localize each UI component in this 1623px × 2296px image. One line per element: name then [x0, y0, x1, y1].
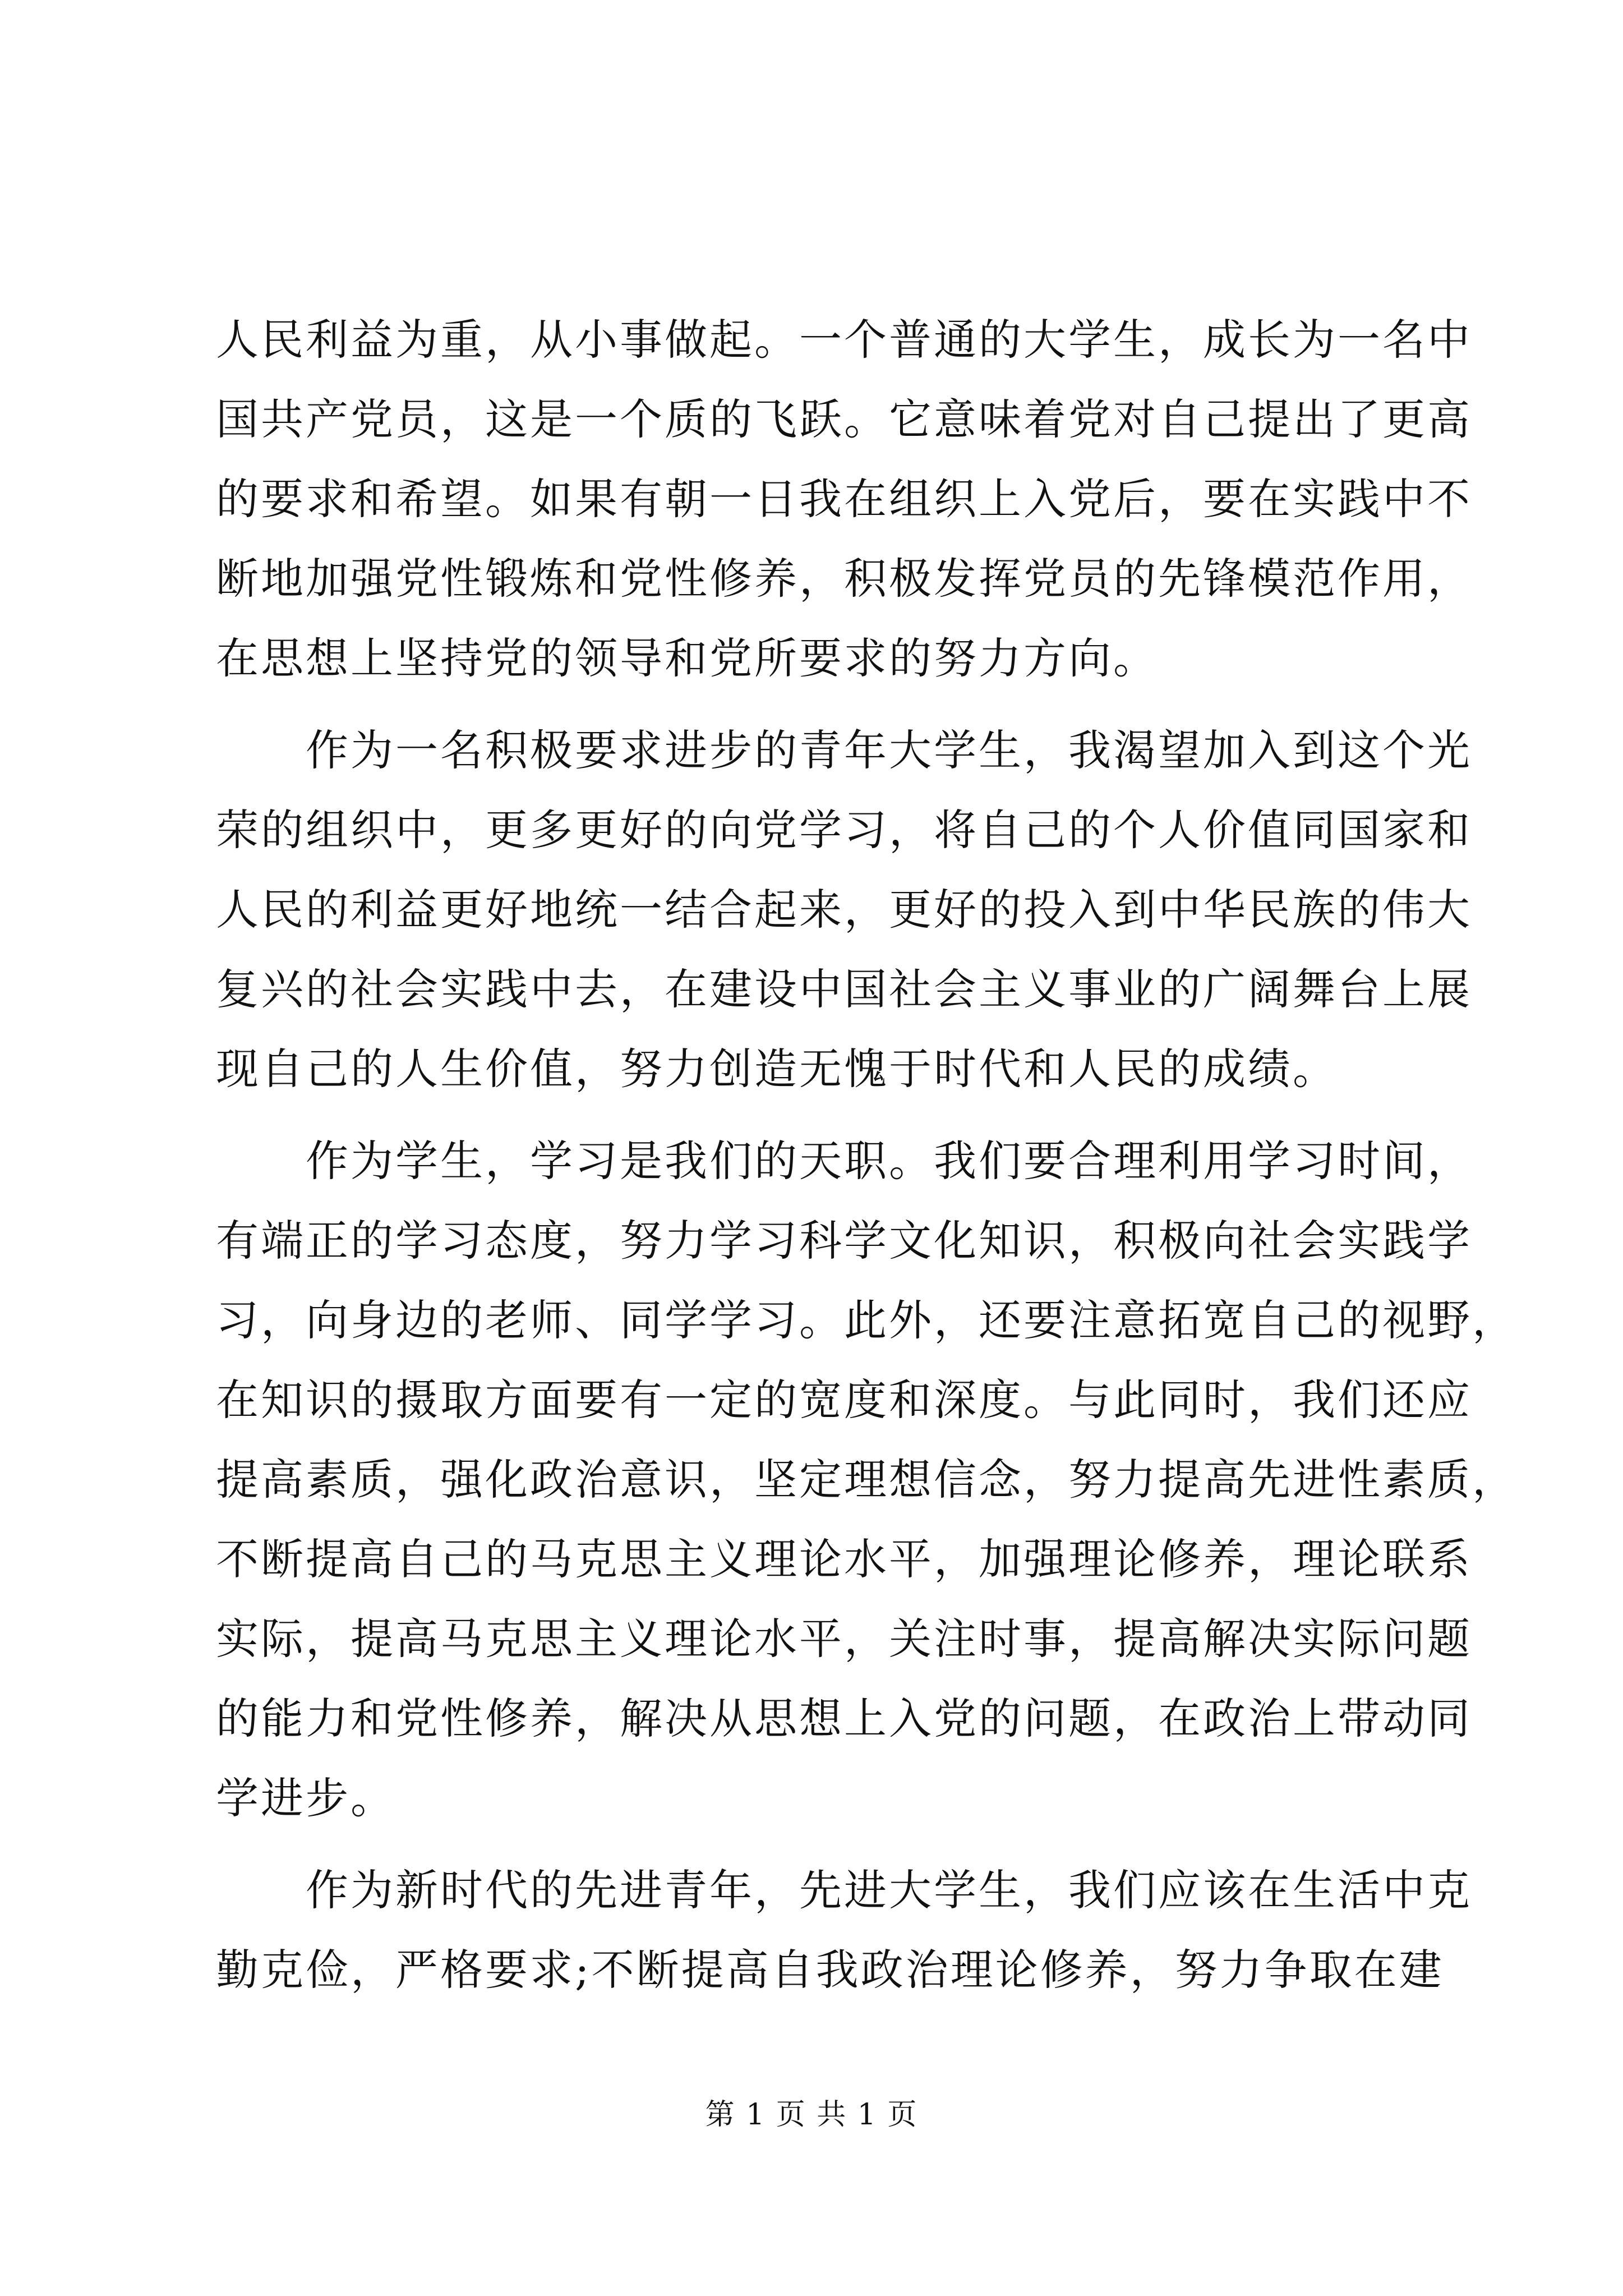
paragraph — [216, 1851, 1472, 2010]
text-line: 学进步。 — [216, 1773, 395, 1823]
text-line: 的能力和党性修养，解决从思想上入党的问题，在政治上带动同 — [216, 1694, 1472, 1743]
text-line: 作为新时代的先进青年，先进大学生，我们应该在生活中克 — [306, 1865, 1472, 1915]
paragraph — [216, 711, 1472, 1109]
page-footer — [0, 2095, 1623, 2134]
text-line: 实际，提高马克思主义理论水平，关注时事，提高解决实际问题 — [216, 1614, 1472, 1664]
text-line: 在思想上坚持党的领导和党所要求的努力方向。 — [216, 633, 1158, 683]
text-line: 习，向身边的老师、同学学习。此外，还要注意拓宽自己的视野， — [216, 1295, 1517, 1345]
paragraph — [216, 300, 1472, 698]
text-line: 不断提高自己的马克思主义理论水平，加强理论修养，理论联系 — [216, 1534, 1472, 1584]
page-number: 第 1 页 共 1 页 — [705, 2098, 918, 2132]
paragraph — [216, 1121, 1517, 1838]
text-line: 的要求和希望。如果有朝一日我在组织上入党后，要在实践中不 — [216, 474, 1472, 524]
text-line: 人民利益为重，从小事做起。一个普通的大学生，成长为一名中 — [216, 315, 1472, 365]
text-line: 有端正的学习态度，努力学习科学文化知识，积极向社会实践学 — [216, 1216, 1472, 1266]
text-line: 现自己的人生价值，努力创造无愧于时代和人民的成绩。 — [216, 1044, 1338, 1094]
text-line: 人民的利益更好地统一结合起来，更好的投入到中华民族的伟大 — [216, 885, 1472, 935]
document-body — [216, 300, 1517, 2010]
text-line: 在知识的摄取方面要有一定的宽度和深度。与此同时，我们还应 — [216, 1375, 1472, 1425]
text-line: 断地加强党性锻炼和党性修养，积极发挥党员的先锋模范作用， — [216, 554, 1472, 604]
text-line: 作为学生，学习是我们的天职。我们要合理利用学习时间， — [306, 1136, 1472, 1186]
text-line: 荣的组织中，更多更好的向党学习，将自己的个人价值同国家和 — [216, 805, 1472, 855]
text-line: 作为一名积极要求进步的青年大学生，我渴望加入到这个光 — [306, 725, 1472, 775]
text-line: 国共产党员，这是一个质的飞跃。它意味着党对自己提出了更高 — [216, 394, 1472, 444]
text-line: 勤克俭，严格要求;不断提高自我政治理论修养，努力争取在建 — [216, 1945, 1444, 1995]
text-line: 提高素质，强化政治意识，坚定理想信念，努力提高先进性素质， — [216, 1455, 1517, 1504]
text-line: 复兴的社会实践中去，在建设中国社会主义事业的广阔舞台上展 — [216, 964, 1472, 1014]
